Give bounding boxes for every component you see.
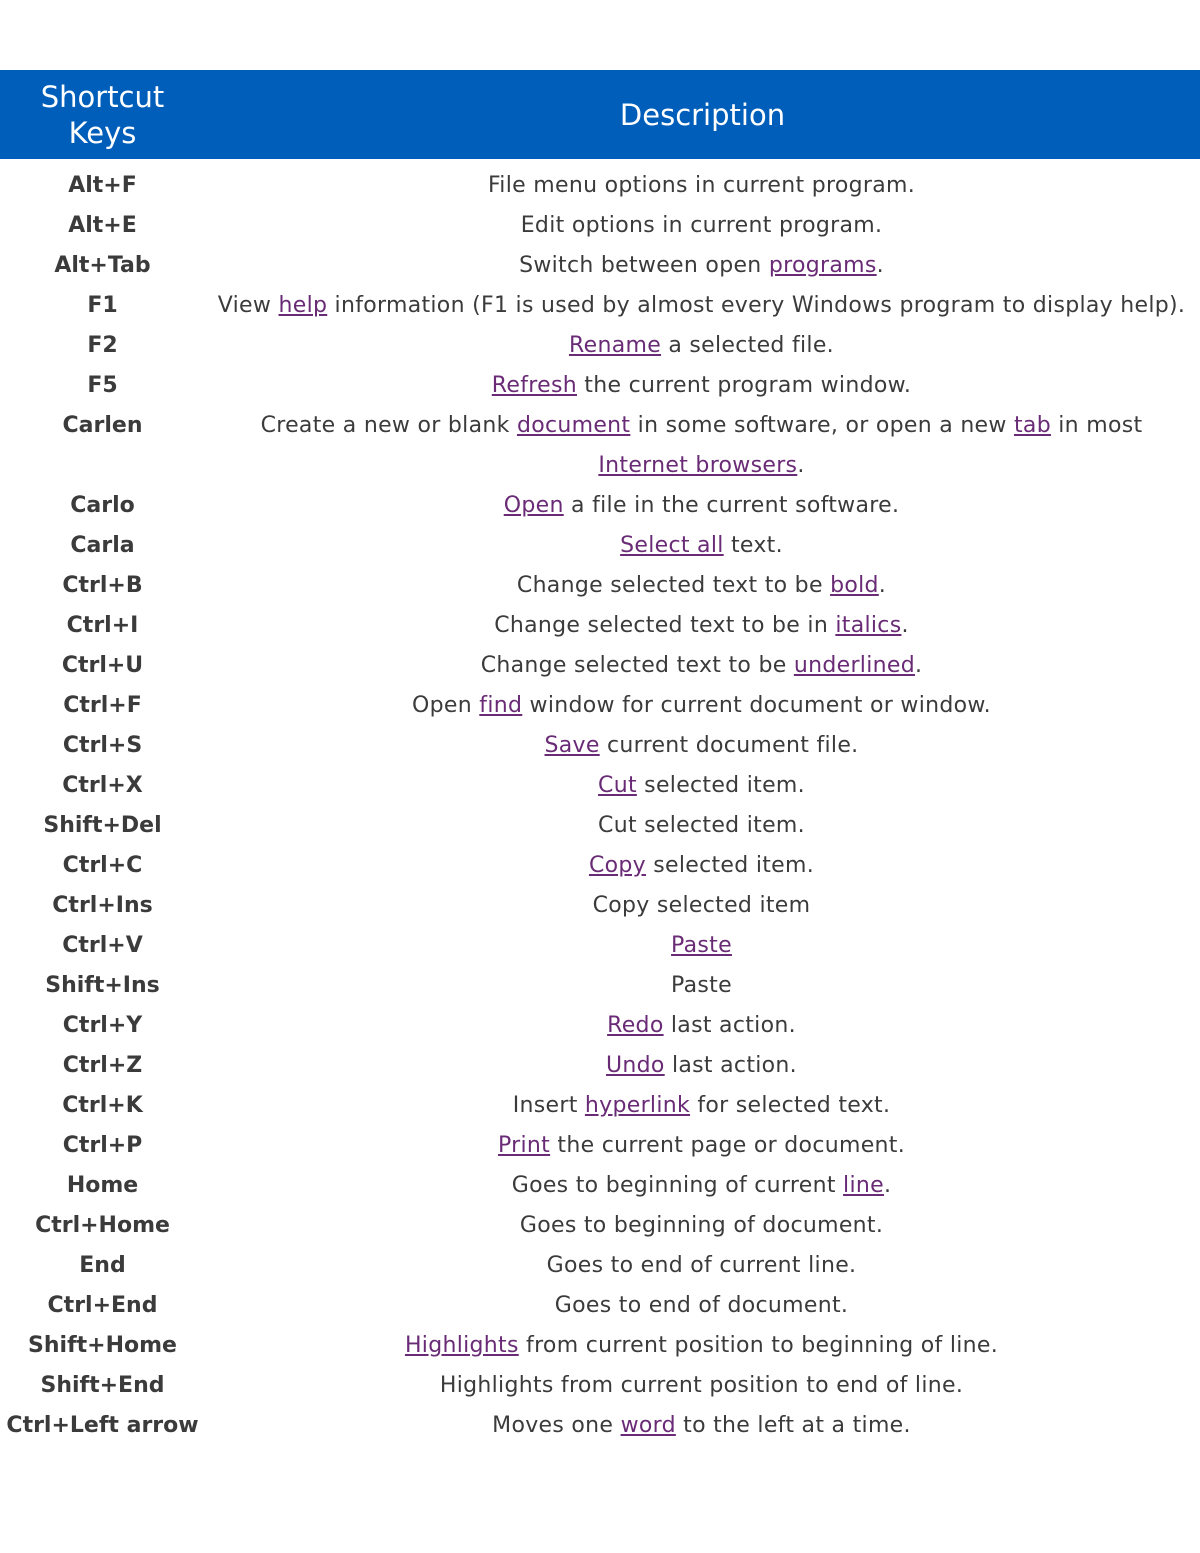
shortcut-description bbox=[205, 206, 1200, 246]
description-link[interactable]: Refresh bbox=[491, 373, 577, 398]
description-text: information (F1 is used by almost every Windows program to display help). bbox=[327, 293, 1186, 318]
description-text: Moves one bbox=[492, 1413, 621, 1438]
table-body bbox=[0, 159, 1200, 1446]
shortcut-key: Ctrl+Left arrow bbox=[6, 1413, 199, 1438]
description-text: Goes to end of current line. bbox=[546, 1253, 857, 1278]
description-link[interactable]: programs bbox=[768, 253, 877, 278]
shortcut-key: Home bbox=[66, 1173, 139, 1198]
description-link[interactable]: hyperlink bbox=[584, 1093, 691, 1118]
description-text: Goes to end of document. bbox=[554, 1293, 849, 1318]
description-text: selected item. bbox=[645, 853, 815, 878]
shortcut-key: Ctrl+I bbox=[66, 613, 139, 638]
description-text: Change selected text to be bbox=[516, 573, 831, 598]
table-header bbox=[0, 70, 1200, 159]
description-link[interactable]: Copy bbox=[588, 853, 646, 878]
table-row bbox=[0, 1406, 1200, 1446]
shortcut-description bbox=[205, 1166, 1200, 1206]
description-text: for selected text. bbox=[690, 1093, 891, 1118]
shortcut-key: Shift+Del bbox=[43, 813, 162, 838]
table-row bbox=[0, 326, 1200, 366]
shortcut-description bbox=[205, 1286, 1200, 1326]
shortcut-description bbox=[205, 166, 1200, 206]
description-text: in most bbox=[1050, 413, 1150, 438]
shortcut-key: Alt+E bbox=[68, 213, 137, 238]
shortcut-key: F1 bbox=[87, 293, 118, 318]
description-text: current document file. bbox=[599, 733, 859, 758]
description-text: . bbox=[914, 653, 923, 678]
description-link[interactable]: bold bbox=[830, 573, 879, 598]
description-link[interactable]: Save bbox=[544, 733, 600, 758]
description-text: . bbox=[883, 1173, 892, 1198]
shortcut-key: Ctrl+V bbox=[62, 933, 143, 958]
shortcut-description bbox=[205, 1246, 1200, 1286]
table-row bbox=[0, 366, 1200, 406]
shortcut-key: Carla bbox=[70, 533, 135, 558]
description-text: Copy selected item bbox=[592, 893, 811, 918]
shortcut-key: Shift+Ins bbox=[45, 973, 160, 998]
table-row bbox=[0, 1086, 1200, 1126]
shortcut-description bbox=[205, 1206, 1200, 1246]
shortcut-description bbox=[205, 566, 1200, 606]
description-text: Open bbox=[412, 693, 480, 718]
table-row bbox=[0, 166, 1200, 206]
shortcut-description bbox=[205, 406, 1200, 486]
shortcut-key: Ctrl+P bbox=[62, 1133, 143, 1158]
description-text: a file in the current software. bbox=[563, 493, 900, 518]
shortcut-description bbox=[205, 806, 1200, 846]
shortcut-table bbox=[0, 70, 1200, 1446]
shortcut-key: Carlen bbox=[62, 413, 143, 438]
table-row bbox=[0, 806, 1200, 846]
description-text: Cut selected item. bbox=[598, 813, 805, 838]
shortcut-key: Ctrl+K bbox=[62, 1093, 143, 1118]
table-row bbox=[0, 206, 1200, 246]
shortcut-description bbox=[205, 526, 1200, 566]
description-text: in some software, or open a new bbox=[630, 413, 1014, 438]
shortcut-description bbox=[205, 1086, 1200, 1126]
description-link[interactable]: Open bbox=[503, 493, 564, 518]
table-row bbox=[0, 766, 1200, 806]
shortcut-description bbox=[205, 486, 1200, 526]
shortcut-key: Ctrl+Z bbox=[62, 1053, 143, 1078]
shortcut-key: Ctrl+U bbox=[61, 653, 144, 678]
shortcut-key: Ctrl+Home bbox=[35, 1213, 170, 1238]
shortcut-key: F2 bbox=[87, 333, 118, 358]
description-text: Create a new or blank bbox=[260, 413, 517, 438]
table-row bbox=[0, 286, 1200, 326]
description-text: selected item. bbox=[636, 773, 805, 798]
description-text: text. bbox=[723, 533, 783, 558]
description-link[interactable]: underlined bbox=[793, 653, 915, 678]
description-text: Paste bbox=[671, 973, 732, 998]
shortcut-description bbox=[205, 886, 1200, 926]
shortcut-description bbox=[205, 246, 1200, 286]
table-row bbox=[0, 1006, 1200, 1046]
shortcut-description bbox=[205, 966, 1200, 1006]
header-description: Description bbox=[619, 97, 786, 132]
description-text: to the left at a time. bbox=[675, 1413, 911, 1438]
description-link[interactable]: line bbox=[843, 1173, 884, 1198]
description-text: Goes to beginning of document. bbox=[519, 1213, 884, 1238]
description-link[interactable]: Rename bbox=[569, 333, 662, 358]
shortcut-key: Shift+End bbox=[40, 1373, 165, 1398]
table-row bbox=[0, 1166, 1200, 1206]
description-link[interactable]: Internet browsers bbox=[598, 453, 798, 478]
table-row bbox=[0, 926, 1200, 966]
shortcut-description bbox=[205, 1366, 1200, 1406]
table-row bbox=[0, 566, 1200, 606]
table-row bbox=[0, 1286, 1200, 1326]
description-text: last action. bbox=[663, 1013, 796, 1038]
description-text: . bbox=[797, 453, 805, 478]
description-link[interactable]: Print bbox=[498, 1133, 551, 1158]
shortcut-description bbox=[205, 686, 1200, 726]
shortcut-key: Alt+F bbox=[68, 173, 137, 198]
shortcut-key: Ctrl+Y bbox=[62, 1013, 143, 1038]
shortcut-description bbox=[205, 366, 1200, 406]
description-text: View bbox=[217, 293, 279, 318]
shortcut-description bbox=[205, 326, 1200, 366]
shortcut-description bbox=[205, 1326, 1200, 1366]
table-row bbox=[0, 846, 1200, 886]
description-link[interactable]: italics bbox=[835, 613, 902, 638]
table-row bbox=[0, 406, 1200, 486]
table-row bbox=[0, 1366, 1200, 1406]
shortcut-description bbox=[205, 1046, 1200, 1086]
table-row bbox=[0, 246, 1200, 286]
table-row bbox=[0, 486, 1200, 526]
description-text: Change selected text to be bbox=[480, 653, 794, 678]
description-text: the current program window. bbox=[576, 373, 912, 398]
table-row bbox=[0, 726, 1200, 766]
shortcut-key: Ctrl+End bbox=[47, 1293, 158, 1318]
shortcut-description bbox=[205, 606, 1200, 646]
description-link[interactable]: find bbox=[479, 693, 523, 718]
description-text: a selected file. bbox=[661, 333, 834, 358]
description-text: the current page or document. bbox=[550, 1133, 905, 1158]
shortcut-key: Ctrl+X bbox=[62, 773, 143, 798]
shortcut-key: End bbox=[79, 1253, 126, 1278]
description-text: . bbox=[901, 613, 909, 638]
description-link[interactable]: Select all bbox=[620, 533, 724, 558]
table-row bbox=[0, 886, 1200, 926]
shortcut-description bbox=[205, 1006, 1200, 1046]
shortcut-key: Shift+Home bbox=[28, 1333, 177, 1358]
description-text: from current position to beginning of line. bbox=[518, 1333, 999, 1358]
description-text: Insert bbox=[512, 1093, 585, 1118]
description-text: Edit options in current program. bbox=[520, 213, 883, 238]
shortcut-key: Ctrl+B bbox=[62, 573, 143, 598]
description-text: Change selected text to be in bbox=[494, 613, 836, 638]
table-row bbox=[0, 526, 1200, 566]
table-row bbox=[0, 1246, 1200, 1286]
shortcut-key: Alt+Tab bbox=[54, 253, 151, 278]
shortcut-description bbox=[205, 846, 1200, 886]
description-link[interactable]: Redo bbox=[607, 1013, 664, 1038]
shortcut-description bbox=[205, 646, 1200, 686]
description-link[interactable]: Cut bbox=[598, 773, 637, 798]
description-link[interactable]: document bbox=[516, 413, 631, 438]
shortcut-description bbox=[205, 926, 1200, 966]
description-link[interactable]: Undo bbox=[606, 1053, 665, 1078]
description-text: Goes to beginning of current bbox=[511, 1173, 844, 1198]
description-text: window for current document or window. bbox=[522, 693, 991, 718]
description-link[interactable]: help bbox=[278, 293, 328, 318]
description-link[interactable]: Highlights bbox=[404, 1333, 519, 1358]
description-text: Highlights from current position to end of line. bbox=[439, 1373, 964, 1398]
table-row bbox=[0, 686, 1200, 726]
shortcut-description bbox=[205, 766, 1200, 806]
shortcut-description bbox=[205, 726, 1200, 766]
shortcut-description bbox=[205, 286, 1200, 326]
table-row bbox=[0, 606, 1200, 646]
table-row bbox=[0, 1046, 1200, 1086]
shortcut-key: Ctrl+Ins bbox=[52, 893, 153, 918]
description-link[interactable]: Paste bbox=[671, 933, 732, 958]
shortcut-key: F5 bbox=[87, 373, 118, 398]
description-link[interactable]: tab bbox=[1013, 413, 1051, 438]
shortcut-key: Ctrl+F bbox=[63, 693, 142, 718]
description-text: . bbox=[876, 253, 884, 278]
table-row bbox=[0, 646, 1200, 686]
shortcut-key: Carlo bbox=[70, 493, 135, 518]
shortcut-description bbox=[205, 1406, 1200, 1446]
description-text: last action. bbox=[664, 1053, 797, 1078]
table-row bbox=[0, 966, 1200, 1006]
shortcut-key: Ctrl+C bbox=[62, 853, 143, 878]
table-row bbox=[0, 1126, 1200, 1166]
description-text: Switch between open bbox=[519, 253, 769, 278]
table-row bbox=[0, 1326, 1200, 1366]
description-text: . bbox=[878, 573, 887, 598]
table-row bbox=[0, 1206, 1200, 1246]
description-link[interactable]: word bbox=[620, 1413, 676, 1438]
shortcut-description bbox=[205, 1126, 1200, 1166]
description-text: File menu options in current program. bbox=[487, 173, 916, 198]
header-shortcut-keys: Shortcut Keys bbox=[40, 79, 165, 150]
shortcut-key: Ctrl+S bbox=[62, 733, 143, 758]
